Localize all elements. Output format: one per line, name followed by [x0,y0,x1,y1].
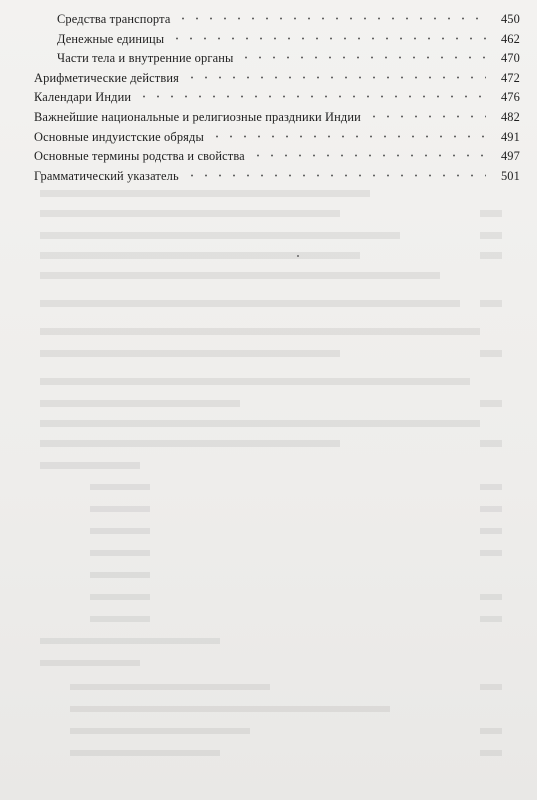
toc-dot-leader [210,135,486,138]
toc-entry-page: 501 [500,168,520,183]
toc-dot-leader [251,154,486,157]
toc-dot-leader [137,95,486,98]
toc-entry [34,90,520,110]
toc-entry-page: 497 [500,149,520,164]
toc-dot-leader [170,37,486,40]
toc-entry-page: 482 [500,109,520,124]
toc-entry-page: 472 [500,70,520,85]
toc-dot-leader [185,174,486,177]
toc-entry-title: Части тела и внутренние органы [57,51,234,66]
toc-entry-title: Основные термины родства и свойства [34,149,245,164]
toc-entry [34,149,520,169]
toc-entry-title: Денежные единицы [57,31,165,46]
table-of-contents [34,12,520,188]
toc-entry [34,71,520,91]
toc-entry-title: Арифметические действия [34,70,179,85]
toc-entry-title: Средства транспорта [57,12,171,26]
toc-entry [34,12,520,32]
toc-entry-title: Важнейшие национальные и религиозные праздники Индии [34,109,361,124]
toc-entry [34,51,520,71]
toc-entry [34,110,520,130]
toc-entry-page: 462 [500,31,520,46]
toc-entry [34,169,520,189]
toc-entry [34,130,520,150]
toc-entry-title: Календари Индии [34,90,132,105]
toc-dot-leader [185,76,486,79]
toc-entry [34,32,520,52]
toc-entry-page: 476 [500,90,520,105]
toc-entry-page: 470 [500,51,520,66]
toc-dot-leader [367,115,486,118]
toc-dot-leader [176,17,486,20]
toc-entry-title: Основные индуистские обряды [34,129,204,144]
toc-dot-leader [239,56,486,59]
toc-entry-page: 491 [500,129,520,144]
toc-entry-title: Грамматический указатель [34,168,179,183]
ink-speck [297,255,299,257]
toc-entry-page: 450 [500,12,520,26]
